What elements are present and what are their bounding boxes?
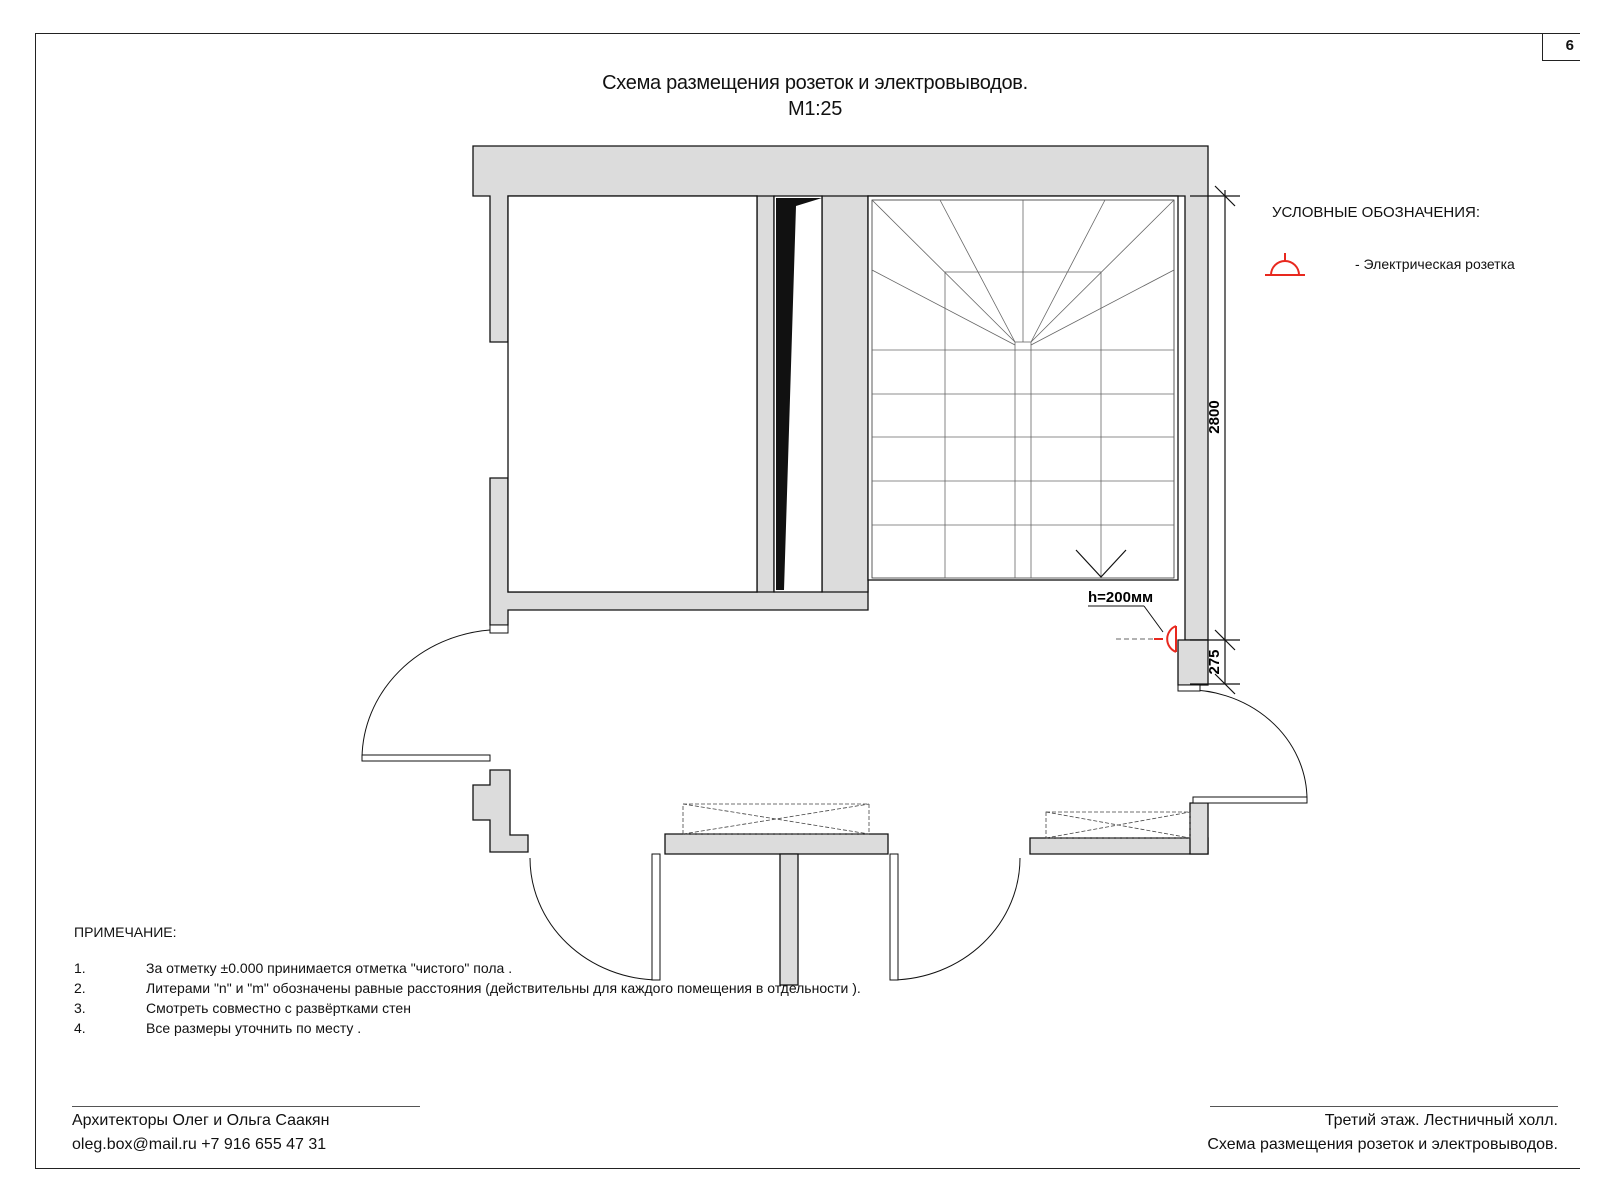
- window-center: [683, 804, 869, 834]
- note-text: Смотреть совместно с развёртками стен: [146, 1000, 411, 1016]
- right-lower-wall: [1190, 803, 1208, 854]
- page-number: 6: [1542, 33, 1580, 61]
- footer-sheet-subtitle: Схема размещения розеток и электровыводов.: [1207, 1136, 1558, 1153]
- legend-socket-label: - Электрическая розетка: [1355, 256, 1515, 272]
- note-number: 2.: [74, 980, 86, 996]
- door-right-bottom: [893, 858, 1020, 980]
- note-text: За отметку ±0.000 принимается отметка "чистого" пола .: [146, 960, 513, 976]
- drawing-title: Схема размещения розеток и электровыводов.: [602, 72, 1028, 94]
- socket-height-label: h=200мм: [1088, 589, 1154, 606]
- note-number: 3.: [74, 1000, 86, 1016]
- dim-2800: 2800: [1206, 400, 1223, 434]
- bottom-wall-center: [665, 834, 888, 854]
- notes-heading: ПРИМЕЧАНИЕ:: [74, 924, 177, 940]
- socket-icon: [1154, 626, 1176, 652]
- right-wall-post: [1178, 640, 1208, 685]
- footer-architects: Архитекторы Олег и Ольга Саакян: [72, 1112, 330, 1129]
- dim-275: 275: [1206, 649, 1223, 675]
- note-number: 4.: [74, 1020, 86, 1036]
- legend-socket-icon: [1265, 253, 1305, 275]
- door-left-top: [362, 630, 490, 758]
- bottom-wall-right: [1030, 838, 1208, 854]
- footer-contacts: oleg.box@mail.ru +7 916 655 47 31: [72, 1136, 327, 1153]
- left-lower-wall: [473, 770, 528, 852]
- door-left-bottom: [530, 858, 657, 980]
- footer-sheet-title: Третий этаж. Лестничный холл.: [1324, 1112, 1558, 1129]
- partition-wall: [757, 196, 774, 592]
- footer-right-rule: [1210, 1106, 1558, 1107]
- legend-heading: УСЛОВНЫЕ ОБОЗНАЧЕНИЯ:: [1272, 204, 1481, 221]
- note-number: 1.: [74, 960, 86, 976]
- door-right-top: [1180, 690, 1307, 800]
- partition-wall-2: [822, 196, 868, 592]
- note-text: Все размеры уточнить по месту .: [146, 1020, 362, 1036]
- center-column: [780, 854, 798, 985]
- drawing-scale: М1:25: [787, 98, 843, 120]
- footer-left-rule: [72, 1106, 420, 1107]
- room-left: [508, 196, 757, 592]
- note-text: Литерами "n" и "m" обозначены равные расстояния (действительны для каждого помещения в отдельности ).: [146, 980, 861, 996]
